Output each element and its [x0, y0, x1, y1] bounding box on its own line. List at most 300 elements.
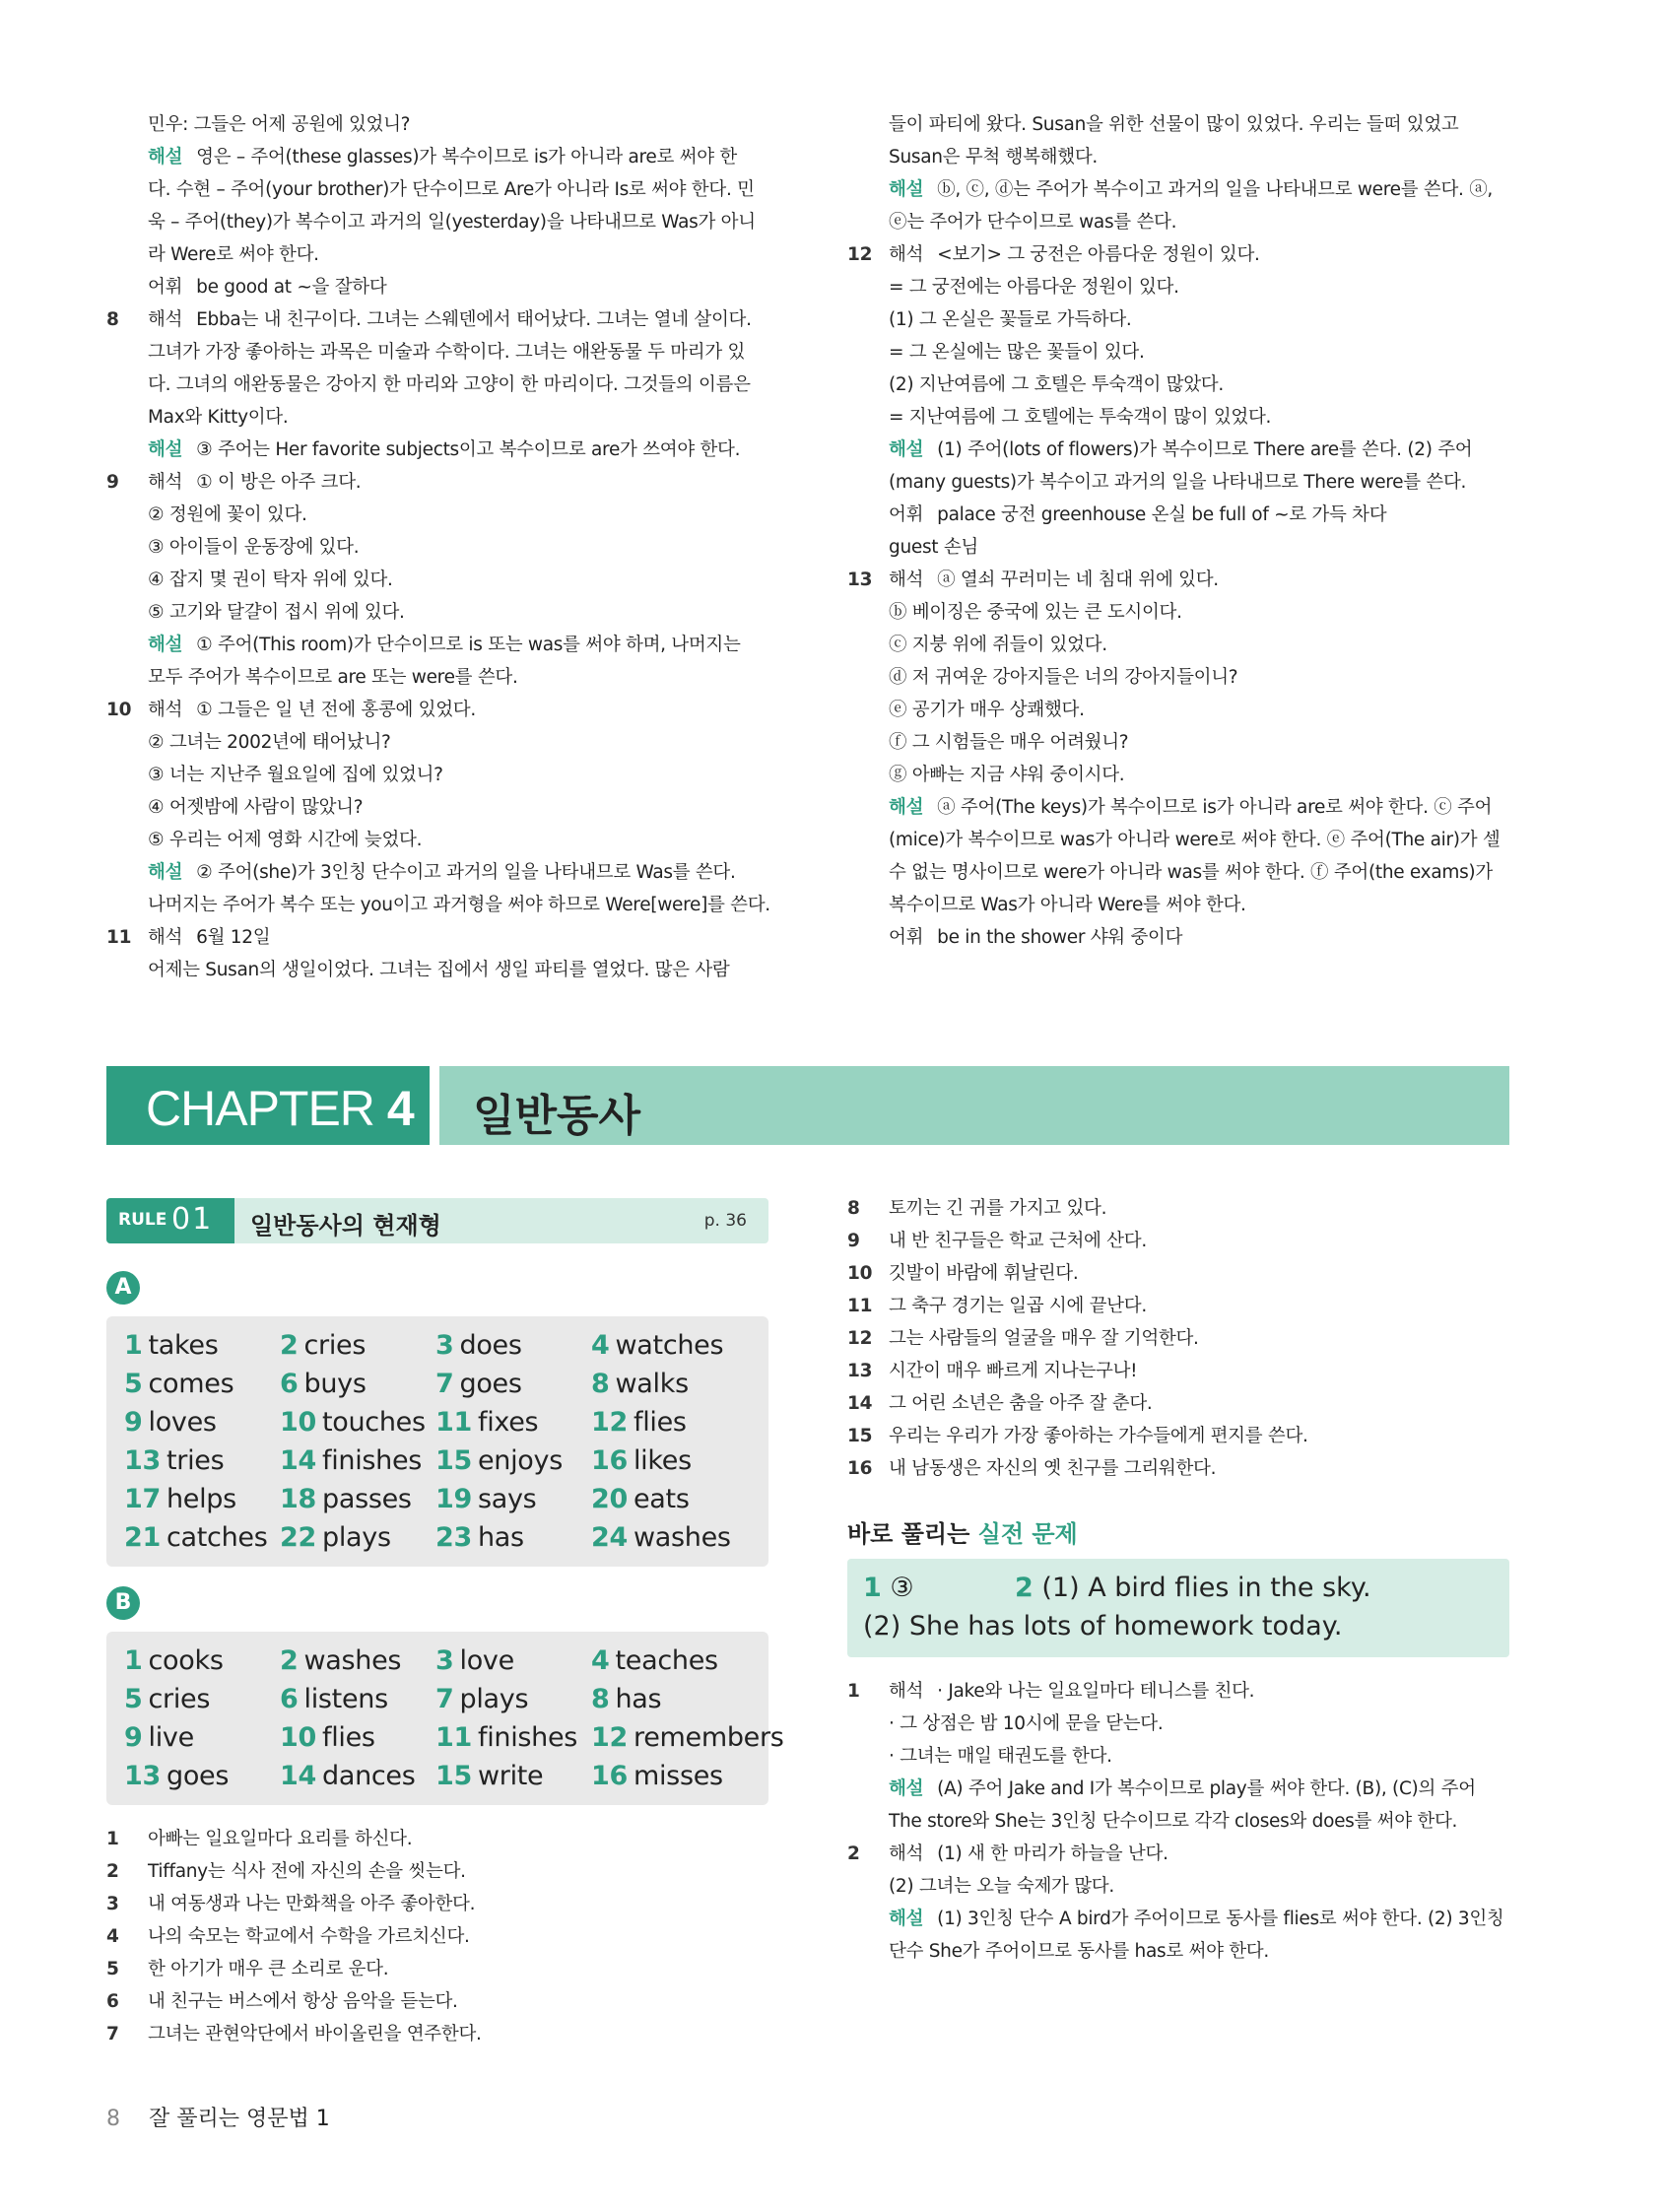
- line-label: 해석: [148, 700, 183, 720]
- answer-number: 11: [435, 1407, 472, 1438]
- line-text: 복수이므로 Was가 아니라 Were를 써야 한다.: [889, 895, 1246, 915]
- answer-word: loves: [148, 1407, 217, 1438]
- line-text: palace 궁전 greenhouse 온실 be full of ~로 가득 차다: [937, 504, 1387, 525]
- line-text: ④ 잡지 몇 권이 탁자 위에 있다.: [148, 570, 393, 590]
- item-number: 7: [106, 2024, 119, 2044]
- line-text: be good at ~을 잘하다: [196, 277, 387, 298]
- line-text: (1) 주어(lots of flowers)가 복수이므로 There are를 쓴다. (2) 주어: [937, 439, 1473, 460]
- answer-number: 7: [435, 1684, 454, 1714]
- answer-word: cries: [148, 1684, 211, 1714]
- answer-number: 9: [124, 1722, 143, 1753]
- line-text: ⓑ, ⓒ, ⓓ는 주어가 복수이고 과거의 일을 나타내므로 were를 쓴다. ⓐ,: [937, 179, 1493, 200]
- answer-word: washes: [633, 1522, 731, 1553]
- line-text: ① 그들은 일 년 전에 홍콩에 있었다.: [196, 700, 476, 720]
- text-line: [106, 954, 768, 986]
- line-label: 해석: [889, 244, 924, 265]
- left-top-column: [106, 108, 768, 986]
- answer-number: 16: [591, 1445, 628, 1476]
- line-label: 해설: [889, 1909, 924, 1929]
- answer-cell: [591, 1403, 747, 1441]
- answer-word: cooks: [148, 1645, 224, 1676]
- text-line: [106, 856, 768, 889]
- answer-word: love: [459, 1645, 514, 1676]
- line-text: 영은 – 주어(these glasses)가 복수이므로 is가 아니라 are로 써야 한: [196, 147, 737, 168]
- line-text: 그 축구 경기는 일곱 시에 끝난다.: [889, 1296, 1147, 1316]
- text-line: [847, 791, 1509, 824]
- text-line: [847, 596, 1509, 629]
- line-text: = 지난여름에 그 호텔에는 투숙객이 많이 있었다.: [889, 407, 1272, 428]
- line-label: 어휘: [889, 927, 924, 948]
- line-text: 민우: 그들은 어제 공원에 있었니?: [148, 114, 411, 135]
- answer-number: 13: [124, 1761, 161, 1791]
- line-text: 시간이 매우 빠르게 지나는구나!: [889, 1361, 1138, 1381]
- answer-word: live: [148, 1722, 194, 1753]
- practice-answer-2-number: 2: [1015, 1573, 1034, 1603]
- section-a-answer-box: [106, 1316, 768, 1567]
- answer-word: listens: [303, 1684, 388, 1714]
- answer-cell: [124, 1518, 280, 1557]
- text-line: [106, 1985, 768, 2018]
- answer-cell: [591, 1365, 747, 1403]
- line-text: ① 이 방은 아주 크다.: [196, 472, 362, 493]
- text-line: [847, 1740, 1509, 1773]
- text-line: [847, 1870, 1509, 1903]
- text-line: [847, 1355, 1509, 1387]
- item-number: 5: [106, 1959, 119, 1979]
- text-line: [847, 173, 1509, 206]
- line-label: 해석: [889, 1843, 924, 1864]
- answer-cell: [591, 1680, 747, 1718]
- answer-number: 3: [435, 1645, 454, 1676]
- answer-number: 14: [280, 1445, 316, 1476]
- text-line: [847, 238, 1509, 271]
- answer-cell: [124, 1326, 280, 1365]
- line-label: 해석: [148, 472, 183, 493]
- section-a-grid: [124, 1326, 747, 1557]
- answer-number: 16: [591, 1761, 628, 1791]
- answer-number: 9: [124, 1407, 143, 1438]
- answer-number: 1: [124, 1330, 143, 1361]
- answer-cell: [435, 1757, 591, 1795]
- line-text: 그녀는 관현악단에서 바이올린을 연주한다.: [148, 2024, 482, 2044]
- line-label: 해석: [889, 1681, 924, 1702]
- text-line: [847, 889, 1509, 921]
- answer-number: 13: [124, 1445, 161, 1476]
- text-line: [847, 303, 1509, 336]
- line-text: 내 남동생은 자신의 옛 친구를 그리워한다.: [889, 1458, 1217, 1479]
- text-line: [106, 629, 768, 661]
- answer-number: 24: [591, 1522, 628, 1553]
- line-text: ⑤ 우리는 어제 영화 시간에 늦었다.: [148, 830, 423, 850]
- page-number: 8: [106, 2107, 120, 2131]
- answer-word: teaches: [615, 1645, 718, 1676]
- line-label: 해설: [148, 862, 183, 883]
- answer-cell: [591, 1518, 747, 1557]
- line-text: ④ 어젯밤에 사람이 많았니?: [148, 797, 364, 818]
- answer-number: 15: [435, 1445, 472, 1476]
- text-line: [847, 434, 1509, 466]
- line-text: 나머지는 주어가 복수 또는 you이고 과거형을 써야 하므로 Were[were]를 쓴다.: [148, 895, 770, 915]
- text-line: [106, 1823, 768, 1855]
- item-number: 11: [847, 1296, 873, 1316]
- line-text: · 그녀는 매일 태권도를 한다.: [889, 1746, 1112, 1767]
- line-text: 6월 12일: [196, 927, 271, 948]
- answer-word: misses: [633, 1761, 723, 1791]
- answer-number: 22: [280, 1522, 316, 1553]
- line-text: ⓐ 주어(The keys)가 복수이므로 is가 아니라 are로 써야 한다. ⓒ 주어: [937, 797, 1493, 818]
- item-number: 1: [847, 1681, 860, 1702]
- chapter-heading: CHAPTER 4: [146, 1081, 414, 1136]
- line-label: 어휘: [889, 504, 924, 525]
- answer-word: buys: [303, 1369, 367, 1399]
- line-text: ⓔ는 주어가 단수이므로 was를 쓴다.: [889, 212, 1177, 233]
- line-text: ③ 너는 지난주 월요일에 집에 있었니?: [148, 765, 443, 785]
- text-line: [847, 1420, 1509, 1452]
- line-text: 깃발이 바람에 휘날린다.: [889, 1263, 1079, 1284]
- left-bottom-column: [106, 1823, 768, 2050]
- line-text: (many guests)가 복수이고 과거의 일을 나타내므로 There were를 쓴다.: [889, 472, 1467, 493]
- answer-cell: [124, 1642, 280, 1680]
- item-number: 1: [106, 1829, 119, 1849]
- answer-word: tries: [166, 1445, 225, 1476]
- answer-word: passes: [321, 1484, 412, 1514]
- line-label: 해설: [148, 147, 183, 168]
- answer-word: has: [477, 1522, 524, 1553]
- answer-cell: [591, 1642, 747, 1680]
- answer-number: 8: [591, 1369, 610, 1399]
- answer-cell: [435, 1365, 591, 1403]
- book-title: 잘 풀리는 영문법 1: [149, 2107, 330, 2131]
- line-text: ⓓ 저 귀여운 강아지들은 너의 강아지들이니?: [889, 667, 1238, 688]
- text-line: [847, 629, 1509, 661]
- answer-word: finishes: [477, 1722, 578, 1753]
- answer-cell: [280, 1718, 435, 1757]
- text-line: [847, 564, 1509, 596]
- line-text: 욱 – 주어(they)가 복수이고 과거의 일(yesterday)을 나타내므로 Was가 아니: [148, 212, 756, 233]
- line-text: (2) 지난여름에 그 호텔은 투숙객이 많았다.: [889, 374, 1224, 395]
- answer-cell: [280, 1642, 435, 1680]
- answer-number: 3: [435, 1330, 454, 1361]
- line-text: be in the shower 샤워 중이다: [937, 927, 1183, 948]
- answer-cell: [124, 1757, 280, 1795]
- line-text: 다. 그녀의 애완동물은 강아지 한 마리와 고양이 한 마리이다. 그것들의 이름은: [148, 374, 751, 395]
- answer-cell: [124, 1441, 280, 1480]
- answer-number: 23: [435, 1522, 472, 1553]
- text-line: [847, 856, 1509, 889]
- answer-word: says: [477, 1484, 537, 1514]
- line-text: (1) 그 온실은 꽃들로 가득하다.: [889, 309, 1132, 330]
- text-line: [106, 824, 768, 856]
- answer-word: goes: [459, 1369, 522, 1399]
- line-label: 해석: [148, 927, 183, 948]
- item-number: 9: [106, 472, 119, 493]
- answer-number: 17: [124, 1484, 161, 1514]
- answer-word: flies: [321, 1722, 375, 1753]
- line-label: 해석: [148, 309, 183, 330]
- practice-answer-2-2: (2) She has lots of homework today.: [863, 1611, 1343, 1642]
- text-line: [847, 1290, 1509, 1322]
- answer-word: likes: [633, 1445, 692, 1476]
- answer-number: 4: [591, 1330, 610, 1361]
- section-b-badge: B: [106, 1586, 140, 1620]
- line-text: 내 친구는 버스에서 항상 음악을 듣는다.: [148, 1991, 458, 2012]
- answer-number: 20: [591, 1484, 628, 1514]
- answer-number: 2: [280, 1645, 299, 1676]
- practice-answer-1-number: 1: [863, 1573, 882, 1603]
- text-line: [847, 1322, 1509, 1355]
- answer-word: walks: [615, 1369, 689, 1399]
- text-line: [847, 369, 1509, 401]
- line-text: ② 주어(she)가 3인칭 단수이고 과거의 일을 나타내므로 Was를 쓴다.: [196, 862, 736, 883]
- answer-word: remembers: [633, 1722, 784, 1753]
- answer-cell: [280, 1441, 435, 1480]
- answer-word: fixes: [477, 1407, 539, 1438]
- line-text: 다. 수현 – 주어(your brother)가 단수이므로 Are가 아니라 Is로 써야 한다. 민: [148, 179, 755, 200]
- text-line: [847, 824, 1509, 856]
- line-text: (mice)가 복수이므로 was가 아니라 were로 써야 한다. ⓔ 주어(The air)가 셀: [889, 830, 1501, 850]
- line-text: (1) 새 한 마리가 하늘을 난다.: [937, 1843, 1168, 1864]
- answer-cell: [591, 1718, 784, 1757]
- line-text: The store와 She는 3인칭 단수이므로 각각 closes와 does를 써야 한다.: [889, 1811, 1458, 1832]
- line-text: 단수 She가 주어이므로 동사를 has로 써야 한다.: [889, 1941, 1269, 1962]
- line-text: ⓐ 열쇠 꾸러미는 네 침대 위에 있다.: [937, 570, 1219, 590]
- answer-cell: [280, 1365, 435, 1403]
- text-line: [106, 108, 768, 141]
- page-footer: [106, 2102, 330, 2132]
- line-text: 모두 주어가 복수이므로 are 또는 were를 쓴다.: [148, 667, 518, 688]
- line-text: ③ 아이들이 운동장에 있다.: [148, 537, 360, 558]
- line-text: (2) 그녀는 오늘 숙제가 많다.: [889, 1876, 1114, 1897]
- answer-cell: [435, 1441, 591, 1480]
- right-bottom-column: [847, 1192, 1509, 1485]
- line-label: 해설: [889, 797, 924, 818]
- line-text: ③ 주어는 Her favorite subjects이고 복수이므로 are가 쓰여야 한다.: [196, 439, 741, 460]
- answer-word: washes: [303, 1645, 402, 1676]
- line-label: 어휘: [148, 277, 183, 298]
- answer-cell: [591, 1480, 747, 1518]
- text-line: [847, 336, 1509, 369]
- text-line: [847, 759, 1509, 791]
- rule-tag: [106, 1198, 234, 1243]
- text-line: [106, 238, 768, 271]
- text-line: [106, 921, 768, 954]
- answer-word: cries: [303, 1330, 367, 1361]
- rule-number: 01: [171, 1202, 214, 1237]
- text-line: [106, 791, 768, 824]
- text-line: [847, 1675, 1509, 1708]
- text-line: [847, 1192, 1509, 1225]
- item-number: 14: [847, 1393, 873, 1414]
- line-text: ⓑ 베이징은 중국에 있는 큰 도시이다.: [889, 602, 1182, 623]
- answer-number: 6: [280, 1684, 299, 1714]
- answer-number: 6: [280, 1369, 299, 1399]
- line-text: ② 그녀는 2002년에 태어났니?: [148, 732, 391, 753]
- answer-cell: [124, 1365, 280, 1403]
- line-label: 해설: [889, 1778, 924, 1799]
- item-number: 2: [847, 1843, 860, 1864]
- line-label: 해설: [148, 635, 183, 655]
- right-top-column: [847, 108, 1509, 954]
- line-text: · 그 상점은 밤 10시에 문을 닫는다.: [889, 1713, 1164, 1734]
- text-line: [106, 1953, 768, 1985]
- line-text: 내 여동생과 나는 만화책을 아주 좋아한다.: [148, 1894, 476, 1914]
- text-line: [106, 369, 768, 401]
- line-text: 한 아기가 매우 큰 소리로 운다.: [148, 1959, 389, 1979]
- text-line: [106, 596, 768, 629]
- text-line: [106, 759, 768, 791]
- text-line: [106, 173, 768, 206]
- text-line: [106, 531, 768, 564]
- chapter-title: 일반동사: [473, 1091, 641, 1141]
- chapter-banner: [106, 1066, 1509, 1145]
- text-line: [847, 108, 1509, 141]
- answer-cell: [280, 1480, 435, 1518]
- answer-cell: [280, 1680, 435, 1718]
- item-number: 16: [847, 1458, 873, 1479]
- line-text: ⓕ 그 시험들은 매우 어려웠니?: [889, 732, 1129, 753]
- item-number: 15: [847, 1426, 873, 1446]
- answer-number: 12: [591, 1722, 628, 1753]
- text-line: [106, 726, 768, 759]
- answer-cell: [280, 1403, 435, 1441]
- answer-cell: [435, 1403, 591, 1441]
- answer-number: 14: [280, 1761, 316, 1791]
- answer-number: 10: [280, 1407, 316, 1438]
- text-line: [847, 531, 1509, 564]
- answer-word: watches: [615, 1330, 724, 1361]
- item-number: 10: [847, 1263, 873, 1284]
- answer-word: goes: [166, 1761, 230, 1791]
- answer-word: has: [615, 1684, 662, 1714]
- answer-number: 15: [435, 1761, 472, 1791]
- text-line: [106, 401, 768, 434]
- answer-cell: [435, 1480, 591, 1518]
- line-text: 나의 숙모는 학교에서 수학을 가르치신다.: [148, 1926, 470, 1947]
- item-number: 2: [106, 1861, 119, 1882]
- line-text: ⑤ 고기와 달걀이 접시 위에 있다.: [148, 602, 405, 623]
- line-text: ① 주어(This room)가 단수이므로 is 또는 was를 써야 하며, 나머지는: [196, 635, 741, 655]
- line-text: ⓖ 아빠는 지금 샤워 중이시다.: [889, 765, 1125, 785]
- line-label: 해설: [889, 439, 924, 460]
- answer-word: touches: [321, 1407, 426, 1438]
- answer-cell: [124, 1403, 280, 1441]
- item-number: 8: [106, 309, 119, 330]
- answer-number: 7: [435, 1369, 454, 1399]
- text-line: [847, 271, 1509, 303]
- line-text: ⓔ 공기가 매우 상쾌했다.: [889, 700, 1085, 720]
- answer-number: 12: [591, 1407, 628, 1438]
- line-label: 해석: [889, 570, 924, 590]
- answer-number: 1: [124, 1645, 143, 1676]
- chapter-label-block: [106, 1066, 430, 1145]
- text-line: [106, 303, 768, 336]
- line-text: Tiffany는 식사 전에 자신의 손을 씻는다.: [148, 1861, 466, 1882]
- rule-label: RULE: [118, 1210, 167, 1230]
- line-label: 해설: [889, 179, 924, 200]
- answer-number: 10: [280, 1722, 316, 1753]
- text-line: [106, 141, 768, 173]
- text-line: [106, 564, 768, 596]
- item-number: 11: [106, 927, 132, 948]
- item-number: 13: [847, 570, 873, 590]
- text-line: [847, 1805, 1509, 1838]
- answer-word: takes: [148, 1330, 219, 1361]
- answer-word: does: [459, 1330, 522, 1361]
- answer-word: catches: [166, 1522, 268, 1553]
- answer-word: finishes: [321, 1445, 423, 1476]
- practice-explanation: [847, 1675, 1509, 1968]
- item-number: 12: [847, 1328, 873, 1349]
- text-line: [847, 141, 1509, 173]
- line-text: = 그 온실에는 많은 꽃들이 있다.: [889, 342, 1145, 363]
- answer-cell: [435, 1326, 591, 1365]
- answer-cell: [124, 1480, 280, 1518]
- section-b-grid: [124, 1642, 784, 1795]
- text-line: [847, 401, 1509, 434]
- line-text: guest 손님: [889, 537, 978, 558]
- line-label: 해설: [148, 439, 183, 460]
- text-line: [847, 206, 1509, 238]
- line-text: 우리는 우리가 가장 좋아하는 가수들에게 편지를 쓴다.: [889, 1426, 1308, 1446]
- rule-page-ref: p. 36: [703, 1211, 747, 1231]
- line-text: <보기> 그 궁전은 아름다운 정원이 있다.: [937, 244, 1260, 265]
- practice-title: 바로 풀리는 실전 문제: [847, 1520, 1078, 1548]
- text-line: [847, 1903, 1509, 1935]
- text-line: [847, 694, 1509, 726]
- text-line: [106, 336, 768, 369]
- item-number: 3: [106, 1894, 119, 1914]
- line-text: 토끼는 긴 귀를 가지고 있다.: [889, 1198, 1107, 1219]
- answer-cell: [591, 1757, 747, 1795]
- text-line: [847, 1387, 1509, 1420]
- answer-number: 11: [435, 1722, 472, 1753]
- answer-cell: [280, 1326, 435, 1365]
- text-line: [106, 271, 768, 303]
- text-line: [847, 499, 1509, 531]
- line-text: Ebba는 내 친구이다. 그녀는 스웨덴에서 태어났다. 그녀는 열네 살이다.: [196, 309, 752, 330]
- text-line: [106, 206, 768, 238]
- answer-cell: [435, 1642, 591, 1680]
- text-line: [106, 2018, 768, 2050]
- line-text: 들이 파티에 왔다. Susan을 위한 선물이 많이 있었다. 우리는 들떠 있었고: [889, 114, 1459, 135]
- answer-cell: [435, 1718, 591, 1757]
- answer-word: dances: [321, 1761, 416, 1791]
- practice-answer-box: [847, 1559, 1509, 1657]
- item-number: 10: [106, 700, 132, 720]
- answer-number: 2: [280, 1330, 299, 1361]
- text-line: [847, 1452, 1509, 1485]
- answer-word: helps: [166, 1484, 236, 1514]
- line-text: 그는 사람들의 얼굴을 매우 잘 기억한다.: [889, 1328, 1199, 1349]
- text-line: [847, 1708, 1509, 1740]
- line-text: 그녀가 가장 좋아하는 과목은 미술과 수학이다. 그녀는 애완동물 두 마리가 있: [148, 342, 746, 363]
- practice-answer-1: ③: [890, 1573, 914, 1603]
- answer-word: plays: [459, 1684, 529, 1714]
- rule-header: [106, 1198, 768, 1243]
- answer-cell: [280, 1518, 435, 1557]
- text-line: [847, 466, 1509, 499]
- answer-number: 5: [124, 1684, 143, 1714]
- answer-word: comes: [148, 1369, 234, 1399]
- answer-word: flies: [633, 1407, 687, 1438]
- answer-cell: [124, 1680, 280, 1718]
- text-line: [847, 661, 1509, 694]
- text-line: [847, 1257, 1509, 1290]
- answer-word: enjoys: [477, 1445, 563, 1476]
- section-a-badge: A: [106, 1271, 140, 1305]
- rule-title: 일반동사의 현재형: [250, 1212, 441, 1240]
- item-number: 4: [106, 1926, 119, 1947]
